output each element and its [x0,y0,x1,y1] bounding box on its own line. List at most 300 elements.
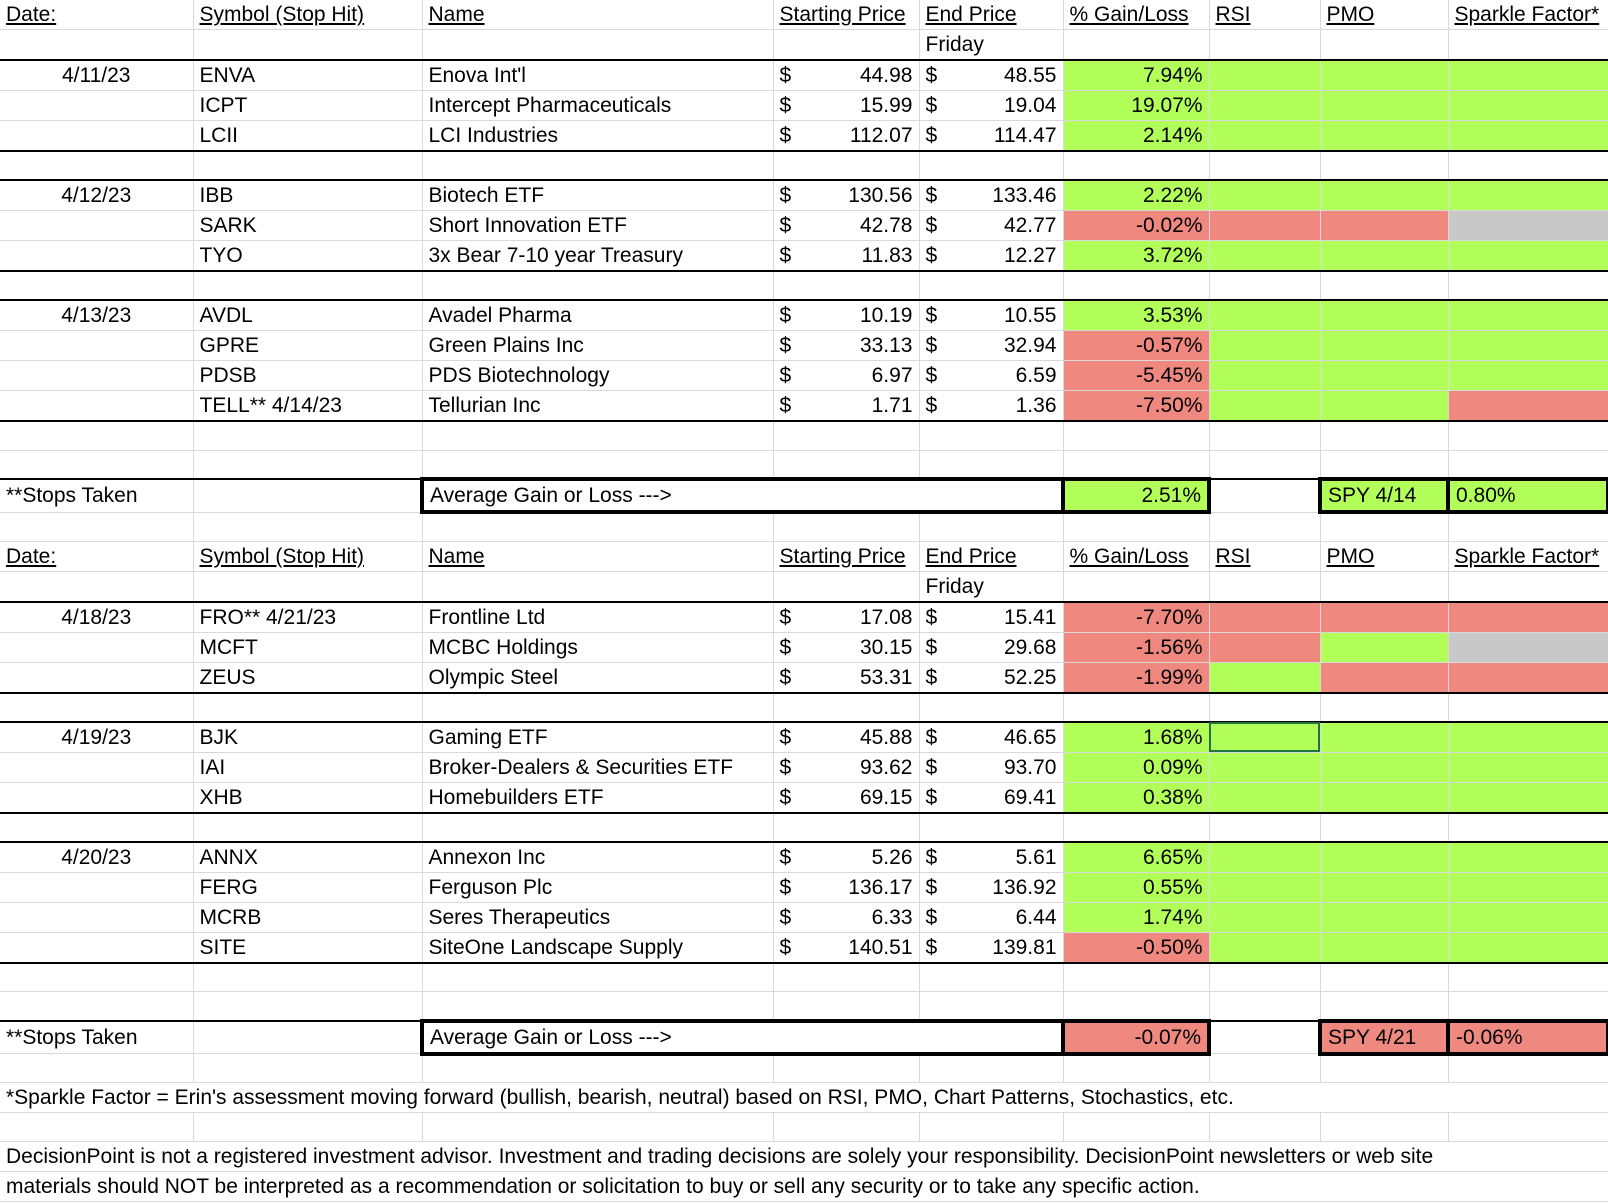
rsi-cell[interactable] [1209,872,1320,902]
empty-cell[interactable] [1063,1113,1209,1142]
gain-cell[interactable]: 0.38% [1063,782,1209,813]
empty-cell[interactable] [1320,992,1448,1021]
header-gain[interactable]: % Gain/Loss [1063,541,1209,571]
end-price-cell[interactable] [919,662,1063,693]
empty-cell[interactable] [1320,450,1448,479]
header-rsi[interactable]: RSI [1209,0,1320,30]
empty-cell[interactable] [0,963,193,992]
pmo-cell[interactable] [1320,361,1448,391]
empty-cell[interactable] [422,512,773,541]
date-cell[interactable]: 4/13/23 [0,300,193,331]
empty-cell[interactable] [0,421,193,450]
empty-cell[interactable] [0,30,193,61]
symbol-cell[interactable]: MCRB [193,902,422,932]
date-cell[interactable] [0,932,193,963]
empty-cell[interactable] [773,271,919,300]
empty-cell[interactable] [1448,963,1608,992]
empty-cell[interactable] [1320,813,1448,842]
sparkle-cell[interactable] [1448,722,1608,753]
start-price-cell[interactable] [773,241,919,272]
empty-cell[interactable] [1320,151,1448,180]
empty-cell[interactable] [919,512,1063,541]
gain-cell[interactable]: 1.74% [1063,902,1209,932]
pmo-cell[interactable] [1320,180,1448,211]
empty-cell[interactable] [0,1054,193,1083]
date-cell[interactable] [0,331,193,361]
date-cell[interactable] [0,872,193,902]
empty-cell[interactable] [773,450,919,479]
header-name[interactable]: Name [422,541,773,571]
empty-cell[interactable] [422,1054,773,1083]
date-cell[interactable] [0,361,193,391]
empty-cell[interactable] [1320,963,1448,992]
symbol-cell[interactable]: FRO** 4/21/23 [193,602,422,633]
symbol-cell[interactable]: ZEUS [193,662,422,693]
name-cell[interactable]: LCI Industries [422,121,773,152]
header-start[interactable]: Starting Price [773,0,919,30]
sparkle-cell[interactable] [1448,300,1608,331]
empty-cell[interactable] [773,1113,919,1142]
empty-cell[interactable] [1063,571,1209,602]
symbol-cell[interactable]: SARK [193,211,422,241]
name-cell[interactable]: Intercept Pharmaceuticals [422,91,773,121]
empty-cell[interactable] [0,693,193,722]
symbol-cell[interactable]: MCFT [193,632,422,662]
empty-cell[interactable] [1209,512,1320,541]
stops-taken-label[interactable]: **Stops Taken [0,1021,193,1054]
gain-cell[interactable]: -0.57% [1063,331,1209,361]
sparkle-cell[interactable] [1448,602,1608,633]
end-price-cell[interactable] [919,632,1063,662]
name-cell[interactable]: MCBC Holdings [422,632,773,662]
gain-cell[interactable]: -0.02% [1063,211,1209,241]
end-price-cell[interactable] [919,241,1063,272]
pmo-cell[interactable] [1320,211,1448,241]
name-cell[interactable]: SiteOne Landscape Supply [422,932,773,963]
empty-cell[interactable] [422,1113,773,1142]
empty-cell[interactable] [1320,571,1448,602]
rsi-cell[interactable] [1209,752,1320,782]
empty-cell[interactable] [919,421,1063,450]
end-price-cell[interactable] [919,121,1063,152]
start-price-cell[interactable] [773,300,919,331]
empty-cell[interactable] [422,693,773,722]
sparkle-cell[interactable] [1448,180,1608,211]
sparkle-cell[interactable] [1448,391,1608,422]
sparkle-cell[interactable] [1448,752,1608,782]
end-price-cell[interactable] [919,932,1063,963]
empty-cell[interactable] [773,512,919,541]
start-price-cell[interactable] [773,602,919,633]
sparkle-cell[interactable] [1448,361,1608,391]
empty-cell[interactable] [1448,693,1608,722]
rsi-cell[interactable] [1209,331,1320,361]
header-date[interactable]: Date: [0,541,193,571]
start-price-cell[interactable] [773,932,919,963]
empty-cell[interactable] [919,271,1063,300]
empty-cell[interactable] [422,571,773,602]
start-price-cell[interactable] [773,121,919,152]
empty-cell[interactable] [193,151,422,180]
name-cell[interactable]: Ferguson Plc [422,872,773,902]
empty-cell[interactable] [773,571,919,602]
empty-cell[interactable] [1209,571,1320,602]
empty-cell[interactable] [919,151,1063,180]
name-cell[interactable]: Gaming ETF [422,722,773,753]
start-price-cell[interactable] [773,872,919,902]
empty-cell[interactable] [773,421,919,450]
end-price-cell[interactable] [919,361,1063,391]
pmo-cell[interactable] [1320,121,1448,152]
date-cell[interactable]: 4/11/23 [0,60,193,91]
empty-cell[interactable] [193,571,422,602]
empty-cell[interactable] [773,992,919,1021]
empty-cell[interactable] [1320,30,1448,61]
empty-cell[interactable] [1448,992,1608,1021]
sparkle-cell[interactable] [1448,902,1608,932]
header-end-sub[interactable]: Friday [919,30,1063,61]
empty-cell[interactable] [193,450,422,479]
name-cell[interactable]: Biotech ETF [422,180,773,211]
end-price-cell[interactable] [919,391,1063,422]
empty-cell[interactable] [1209,421,1320,450]
header-rsi[interactable]: RSI [1209,541,1320,571]
empty-cell[interactable] [422,30,773,61]
empty-cell[interactable] [773,963,919,992]
gain-cell[interactable]: 0.55% [1063,872,1209,902]
pmo-cell[interactable] [1320,391,1448,422]
empty-cell[interactable] [1448,813,1608,842]
symbol-cell[interactable]: ENVA [193,60,422,91]
start-price-cell[interactable] [773,60,919,91]
pmo-cell[interactable] [1320,602,1448,633]
rsi-cell[interactable] [1209,842,1320,873]
date-cell[interactable] [0,752,193,782]
empty-cell[interactable] [1209,1054,1320,1083]
empty-cell[interactable] [773,693,919,722]
disclaimer-line-2[interactable]: materials should NOT be interpreted as a recommendation or solicitation to buy or sell any security or to take any specific action. [0,1172,1608,1202]
rsi-cell[interactable] [1209,391,1320,422]
pmo-cell[interactable] [1320,300,1448,331]
sparkle-cell[interactable] [1448,662,1608,693]
end-price-cell[interactable] [919,902,1063,932]
empty-cell[interactable] [422,421,773,450]
date-cell[interactable] [0,391,193,422]
date-cell[interactable] [0,632,193,662]
empty-cell[interactable] [422,963,773,992]
empty-cell[interactable] [1063,151,1209,180]
rsi-cell[interactable] [1209,361,1320,391]
header-symbol[interactable]: Symbol (Stop Hit) [193,541,422,571]
empty-cell[interactable] [773,30,919,61]
rsi-cell[interactable] [1209,121,1320,152]
date-cell[interactable]: 4/19/23 [0,722,193,753]
symbol-cell[interactable]: IBB [193,180,422,211]
pmo-cell[interactable] [1320,932,1448,963]
start-price-cell[interactable] [773,662,919,693]
empty-cell[interactable] [0,271,193,300]
symbol-cell[interactable]: SITE [193,932,422,963]
name-cell[interactable]: Avadel Pharma [422,300,773,331]
name-cell[interactable]: Frontline Ltd [422,602,773,633]
empty-cell[interactable] [1448,30,1608,61]
empty-cell[interactable] [1063,813,1209,842]
rsi-cell[interactable] [1209,932,1320,963]
symbol-cell[interactable]: FERG [193,872,422,902]
name-cell[interactable]: Homebuilders ETF [422,782,773,813]
empty-cell[interactable] [1320,421,1448,450]
empty-cell[interactable] [1209,1021,1320,1054]
empty-cell[interactable] [919,1113,1063,1142]
name-cell[interactable]: Seres Therapeutics [422,902,773,932]
sparkle-cell[interactable] [1448,842,1608,873]
end-price-cell[interactable] [919,602,1063,633]
start-price-cell[interactable] [773,722,919,753]
start-price-cell[interactable] [773,331,919,361]
gain-cell[interactable]: 19.07% [1063,91,1209,121]
empty-cell[interactable] [193,421,422,450]
empty-cell[interactable] [1209,30,1320,61]
name-cell[interactable]: PDS Biotechnology [422,361,773,391]
empty-cell[interactable] [1320,1054,1448,1083]
empty-cell[interactable] [1209,151,1320,180]
date-cell[interactable] [0,782,193,813]
header-pmo[interactable]: PMO [1320,541,1448,571]
end-price-cell[interactable] [919,872,1063,902]
symbol-cell[interactable]: TYO [193,241,422,272]
empty-cell[interactable] [773,151,919,180]
header-pmo[interactable]: PMO [1320,0,1448,30]
gain-cell[interactable]: -5.45% [1063,361,1209,391]
gain-cell[interactable]: 6.65% [1063,842,1209,873]
sparkle-cell[interactable] [1448,121,1608,152]
empty-cell[interactable] [193,813,422,842]
empty-cell[interactable] [919,450,1063,479]
sparkle-cell[interactable] [1448,211,1608,241]
empty-cell[interactable] [1448,151,1608,180]
header-symbol[interactable]: Symbol (Stop Hit) [193,0,422,30]
empty-cell[interactable] [1448,571,1608,602]
gain-cell[interactable]: 2.22% [1063,180,1209,211]
empty-cell[interactable] [1063,30,1209,61]
start-price-cell[interactable] [773,391,919,422]
sparkle-cell[interactable] [1448,91,1608,121]
start-price-cell[interactable] [773,842,919,873]
date-cell[interactable] [0,121,193,152]
empty-cell[interactable] [193,693,422,722]
average-value[interactable]: -0.07% [1063,1021,1209,1054]
empty-cell[interactable] [1209,271,1320,300]
empty-cell[interactable] [1448,512,1608,541]
start-price-cell[interactable] [773,180,919,211]
empty-cell[interactable] [1448,421,1608,450]
name-cell[interactable]: Tellurian Inc [422,391,773,422]
empty-cell[interactable] [1209,450,1320,479]
empty-cell[interactable] [0,571,193,602]
empty-cell[interactable] [1209,1113,1320,1142]
empty-cell[interactable] [1209,479,1320,512]
stops-taken-label[interactable]: **Stops Taken [0,479,193,512]
pmo-cell[interactable] [1320,722,1448,753]
sparkle-cell[interactable] [1448,872,1608,902]
name-cell[interactable]: Annexon Inc [422,842,773,873]
symbol-cell[interactable]: LCII [193,121,422,152]
empty-cell[interactable] [0,1113,193,1142]
symbol-cell[interactable]: TELL** 4/14/23 [193,391,422,422]
gain-cell[interactable]: -1.56% [1063,632,1209,662]
empty-cell[interactable] [1209,693,1320,722]
sparkle-cell[interactable] [1448,241,1608,272]
empty-cell[interactable] [1448,450,1608,479]
empty-cell[interactable] [1063,512,1209,541]
empty-cell[interactable] [1063,271,1209,300]
start-price-cell[interactable] [773,782,919,813]
header-end-sub[interactable]: Friday [919,571,1063,602]
end-price-cell[interactable] [919,722,1063,753]
end-price-cell[interactable] [919,60,1063,91]
symbol-cell[interactable]: AVDL [193,300,422,331]
end-price-cell[interactable] [919,782,1063,813]
pmo-cell[interactable] [1320,842,1448,873]
empty-cell[interactable] [1320,693,1448,722]
name-cell[interactable]: Broker-Dealers & Securities ETF [422,752,773,782]
date-cell[interactable]: 4/12/23 [0,180,193,211]
start-price-cell[interactable] [773,211,919,241]
average-value[interactable]: 2.51% [1063,479,1209,512]
empty-cell[interactable] [193,30,422,61]
empty-cell[interactable] [0,512,193,541]
symbol-cell[interactable]: XHB [193,782,422,813]
date-cell[interactable]: 4/18/23 [0,602,193,633]
date-cell[interactable] [0,902,193,932]
pmo-cell[interactable] [1320,241,1448,272]
empty-cell[interactable] [0,813,193,842]
start-price-cell[interactable] [773,91,919,121]
empty-cell[interactable] [919,1054,1063,1083]
empty-cell[interactable] [193,512,422,541]
rsi-cell[interactable] [1209,180,1320,211]
empty-cell[interactable] [0,992,193,1021]
empty-cell[interactable] [193,1021,422,1054]
header-gain[interactable]: % Gain/Loss [1063,0,1209,30]
rsi-cell[interactable] [1209,632,1320,662]
empty-cell[interactable] [1063,693,1209,722]
name-cell[interactable]: Short Innovation ETF [422,211,773,241]
rsi-cell[interactable] [1209,782,1320,813]
gain-cell[interactable]: -1.99% [1063,662,1209,693]
sparkle-cell[interactable] [1448,782,1608,813]
empty-cell[interactable] [1063,992,1209,1021]
empty-cell[interactable] [422,813,773,842]
header-sparkle[interactable]: Sparkle Factor* [1448,0,1608,30]
name-cell[interactable]: Green Plains Inc [422,331,773,361]
empty-cell[interactable] [422,271,773,300]
pmo-cell[interactable] [1320,91,1448,121]
rsi-cell[interactable] [1209,662,1320,693]
header-date[interactable]: Date: [0,0,193,30]
empty-cell[interactable] [1320,1113,1448,1142]
start-price-cell[interactable] [773,902,919,932]
rsi-cell[interactable] [1209,91,1320,121]
empty-cell[interactable] [1209,992,1320,1021]
empty-cell[interactable] [422,992,773,1021]
gain-cell[interactable]: 1.68% [1063,722,1209,753]
pmo-cell[interactable] [1320,902,1448,932]
empty-cell[interactable] [1063,421,1209,450]
sparkle-cell[interactable] [1448,60,1608,91]
empty-cell[interactable] [422,151,773,180]
disclaimer-line-1[interactable]: DecisionPoint is not a registered investment advisor. Investment and trading decisions are solely your responsibility. DecisionPoint newsletters or web site [0,1142,1608,1172]
empty-cell[interactable] [1320,271,1448,300]
gain-cell[interactable]: -0.50% [1063,932,1209,963]
empty-cell[interactable] [0,151,193,180]
average-label[interactable]: Average Gain or Loss ---> [422,479,1063,512]
pmo-cell[interactable] [1320,782,1448,813]
spy-value[interactable]: -0.06% [1448,1021,1608,1054]
empty-cell[interactable] [1063,963,1209,992]
name-cell[interactable]: Enova Int'l [422,60,773,91]
empty-cell[interactable] [193,1054,422,1083]
pmo-cell[interactable] [1320,632,1448,662]
empty-cell[interactable] [1448,1113,1608,1142]
end-price-cell[interactable] [919,842,1063,873]
average-label[interactable]: Average Gain or Loss ---> [422,1021,1063,1054]
sparkle-cell[interactable] [1448,331,1608,361]
rsi-cell[interactable] [1209,602,1320,633]
empty-cell[interactable] [422,450,773,479]
rsi-cell[interactable] [1209,241,1320,272]
start-price-cell[interactable] [773,632,919,662]
end-price-cell[interactable] [919,91,1063,121]
rsi-cell[interactable] [1209,300,1320,331]
date-cell[interactable] [0,662,193,693]
symbol-cell[interactable]: BJK [193,722,422,753]
end-price-cell[interactable] [919,180,1063,211]
gain-cell[interactable]: 3.72% [1063,241,1209,272]
empty-cell[interactable] [1320,512,1448,541]
gain-cell[interactable]: -7.70% [1063,602,1209,633]
date-cell[interactable] [0,91,193,121]
start-price-cell[interactable] [773,752,919,782]
empty-cell[interactable] [919,693,1063,722]
rsi-cell[interactable] [1209,722,1320,753]
pmo-cell[interactable] [1320,752,1448,782]
empty-cell[interactable] [193,479,422,512]
empty-cell[interactable] [1063,1054,1209,1083]
symbol-cell[interactable]: ICPT [193,91,422,121]
header-end[interactable]: End Price [919,541,1063,571]
header-name[interactable]: Name [422,0,773,30]
date-cell[interactable] [0,211,193,241]
empty-cell[interactable] [919,992,1063,1021]
symbol-cell[interactable]: IAI [193,752,422,782]
empty-cell[interactable] [193,271,422,300]
empty-cell[interactable] [1448,1054,1608,1083]
end-price-cell[interactable] [919,331,1063,361]
rsi-cell[interactable] [1209,60,1320,91]
gain-cell[interactable]: -7.50% [1063,391,1209,422]
name-cell[interactable]: 3x Bear 7-10 year Treasury [422,241,773,272]
pmo-cell[interactable] [1320,60,1448,91]
symbol-cell[interactable]: PDSB [193,361,422,391]
empty-cell[interactable] [1209,963,1320,992]
empty-cell[interactable] [773,813,919,842]
gain-cell[interactable]: 0.09% [1063,752,1209,782]
gain-cell[interactable]: 2.14% [1063,121,1209,152]
empty-cell[interactable] [1209,813,1320,842]
symbol-cell[interactable]: ANNX [193,842,422,873]
empty-cell[interactable] [1063,450,1209,479]
